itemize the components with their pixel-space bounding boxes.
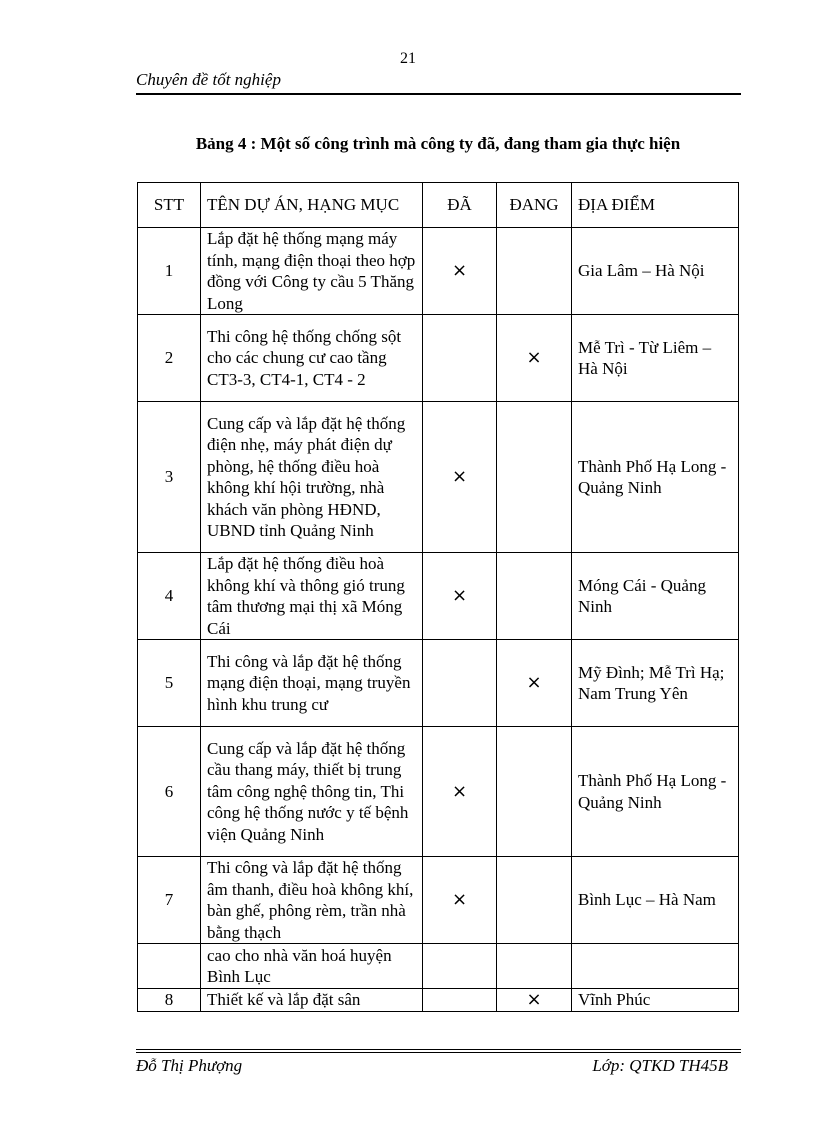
row-project-name: Thiết kế và lắp đặt sân <box>201 989 423 1012</box>
check-x-icon: × <box>451 466 468 488</box>
row-done-cell <box>423 727 497 857</box>
row-location <box>572 944 739 989</box>
check-x-icon: × <box>451 889 468 911</box>
row-done-cell <box>423 402 497 553</box>
row-location: Thành Phố Hạ Long - Quảng Ninh <box>572 727 739 857</box>
header-stt: STT <box>138 183 201 228</box>
row-project-name: Cung cấp và lắp đặt hệ thống điện nhẹ, máy phát điện dự phòng, hệ thống điều hoà không khí hội trường, nhà khách văn phòng HĐND, UBND tỉnh Quảng Ninh <box>201 402 423 553</box>
check-x-icon: × <box>526 989 542 1010</box>
header-divider <box>136 93 741 95</box>
row-stt: 5 <box>138 640 201 727</box>
table-row <box>138 944 739 989</box>
row-in-progress-cell <box>497 944 572 989</box>
header-project-name: TÊN DỰ ÁN, HẠNG MỤC <box>201 183 423 228</box>
row-in-progress-cell <box>497 989 572 1012</box>
row-done-cell <box>423 944 497 989</box>
row-stt: 8 <box>138 989 201 1012</box>
row-in-progress-cell <box>497 553 572 640</box>
row-project-name: Lắp đặt hệ thống điều hoà không khí và thông gió trung tâm thương mại thị xã Móng Cái <box>201 553 423 640</box>
row-in-progress-cell <box>497 857 572 944</box>
row-location: Vĩnh Phúc <box>572 989 739 1012</box>
row-location: Bình Lục – Hà Nam <box>572 857 739 944</box>
footer-class: Lớp: QTKD TH45B <box>592 1056 728 1075</box>
header-done: ĐÃ <box>423 183 497 228</box>
table-caption: Bảng 4 : Một số công trình mà công ty đã, đang tham gia thực hiện <box>195 134 681 153</box>
row-in-progress-cell <box>497 640 572 727</box>
row-stt: 7 <box>138 857 201 944</box>
projects-table <box>137 182 739 1012</box>
row-stt: 4 <box>138 553 201 640</box>
row-stt <box>138 944 201 989</box>
row-project-name: Cung cấp và lắp đặt hệ thống cầu thang máy, thiết bị trung tâm công nghệ thông tin, Thi công hệ thống nước y tế bệnh viện Quảng Ninh <box>201 727 423 857</box>
row-stt: 1 <box>138 228 201 315</box>
row-location: Móng Cái - Quảng Ninh <box>572 553 739 640</box>
row-project-name: cao cho nhà văn hoá huyện Bình Lục <box>201 944 423 989</box>
row-stt: 3 <box>138 402 201 553</box>
header-in-progress: ĐANG <box>497 183 572 228</box>
check-x-icon: × <box>526 347 542 369</box>
table-header-row <box>138 183 739 228</box>
footer-author: Đỗ Thị Phượng <box>136 1056 243 1075</box>
row-location: Gia Lâm – Hà Nội <box>572 228 739 315</box>
row-in-progress-cell <box>497 402 572 553</box>
row-project-name: Thi công và lắp đặt hệ thống âm thanh, điều hoà không khí, bàn ghế, phông rèm, trần nhà bằng thạch <box>201 857 423 944</box>
row-stt: 2 <box>138 315 201 402</box>
row-project-name: Thi công hệ thống chống sột cho các chung cư cao tầng CT3-3, CT4-1, CT4 - 2 <box>201 315 423 402</box>
row-done-cell <box>423 857 497 944</box>
table-row <box>138 989 739 1012</box>
table-row <box>138 857 739 944</box>
row-stt: 6 <box>138 727 201 857</box>
table-row <box>138 640 739 727</box>
check-x-icon: × <box>451 780 468 802</box>
check-x-icon: × <box>451 260 468 282</box>
table-row <box>138 553 739 640</box>
row-done-cell <box>423 553 497 640</box>
table-row <box>138 315 739 402</box>
check-x-icon: × <box>526 672 542 694</box>
row-in-progress-cell <box>497 727 572 857</box>
check-x-icon: × <box>451 585 468 607</box>
row-location: Mễ Trì - Từ Liêm – Hà Nội <box>572 315 739 402</box>
footer-divider-secondary <box>136 1052 741 1053</box>
row-done-cell <box>423 228 497 315</box>
header-title: Chuyên đề tốt nghiệp <box>136 70 281 89</box>
row-project-name: Lắp đặt hệ thống mạng máy tính, mạng điện thoại theo hợp đồng với Công ty cầu 5 Thăng Long <box>201 228 423 315</box>
row-location: Thành Phố Hạ Long - Quảng Ninh <box>572 402 739 553</box>
table-row <box>138 727 739 857</box>
row-in-progress-cell <box>497 315 572 402</box>
header-location: ĐỊA ĐIỂM <box>572 183 739 228</box>
row-in-progress-cell <box>497 228 572 315</box>
table-row <box>138 402 739 553</box>
footer-divider <box>136 1049 741 1050</box>
row-done-cell <box>423 989 497 1012</box>
table-row <box>138 228 739 315</box>
row-done-cell <box>423 640 497 727</box>
row-project-name: Thi công và lắp đặt hệ thống mạng điện thoại, mạng truyền hình khu trung cư <box>201 640 423 727</box>
page-number: 21 <box>400 50 416 67</box>
row-location: Mỹ Đình; Mễ Trì Hạ; Nam Trung Yên <box>572 640 739 727</box>
row-done-cell <box>423 315 497 402</box>
